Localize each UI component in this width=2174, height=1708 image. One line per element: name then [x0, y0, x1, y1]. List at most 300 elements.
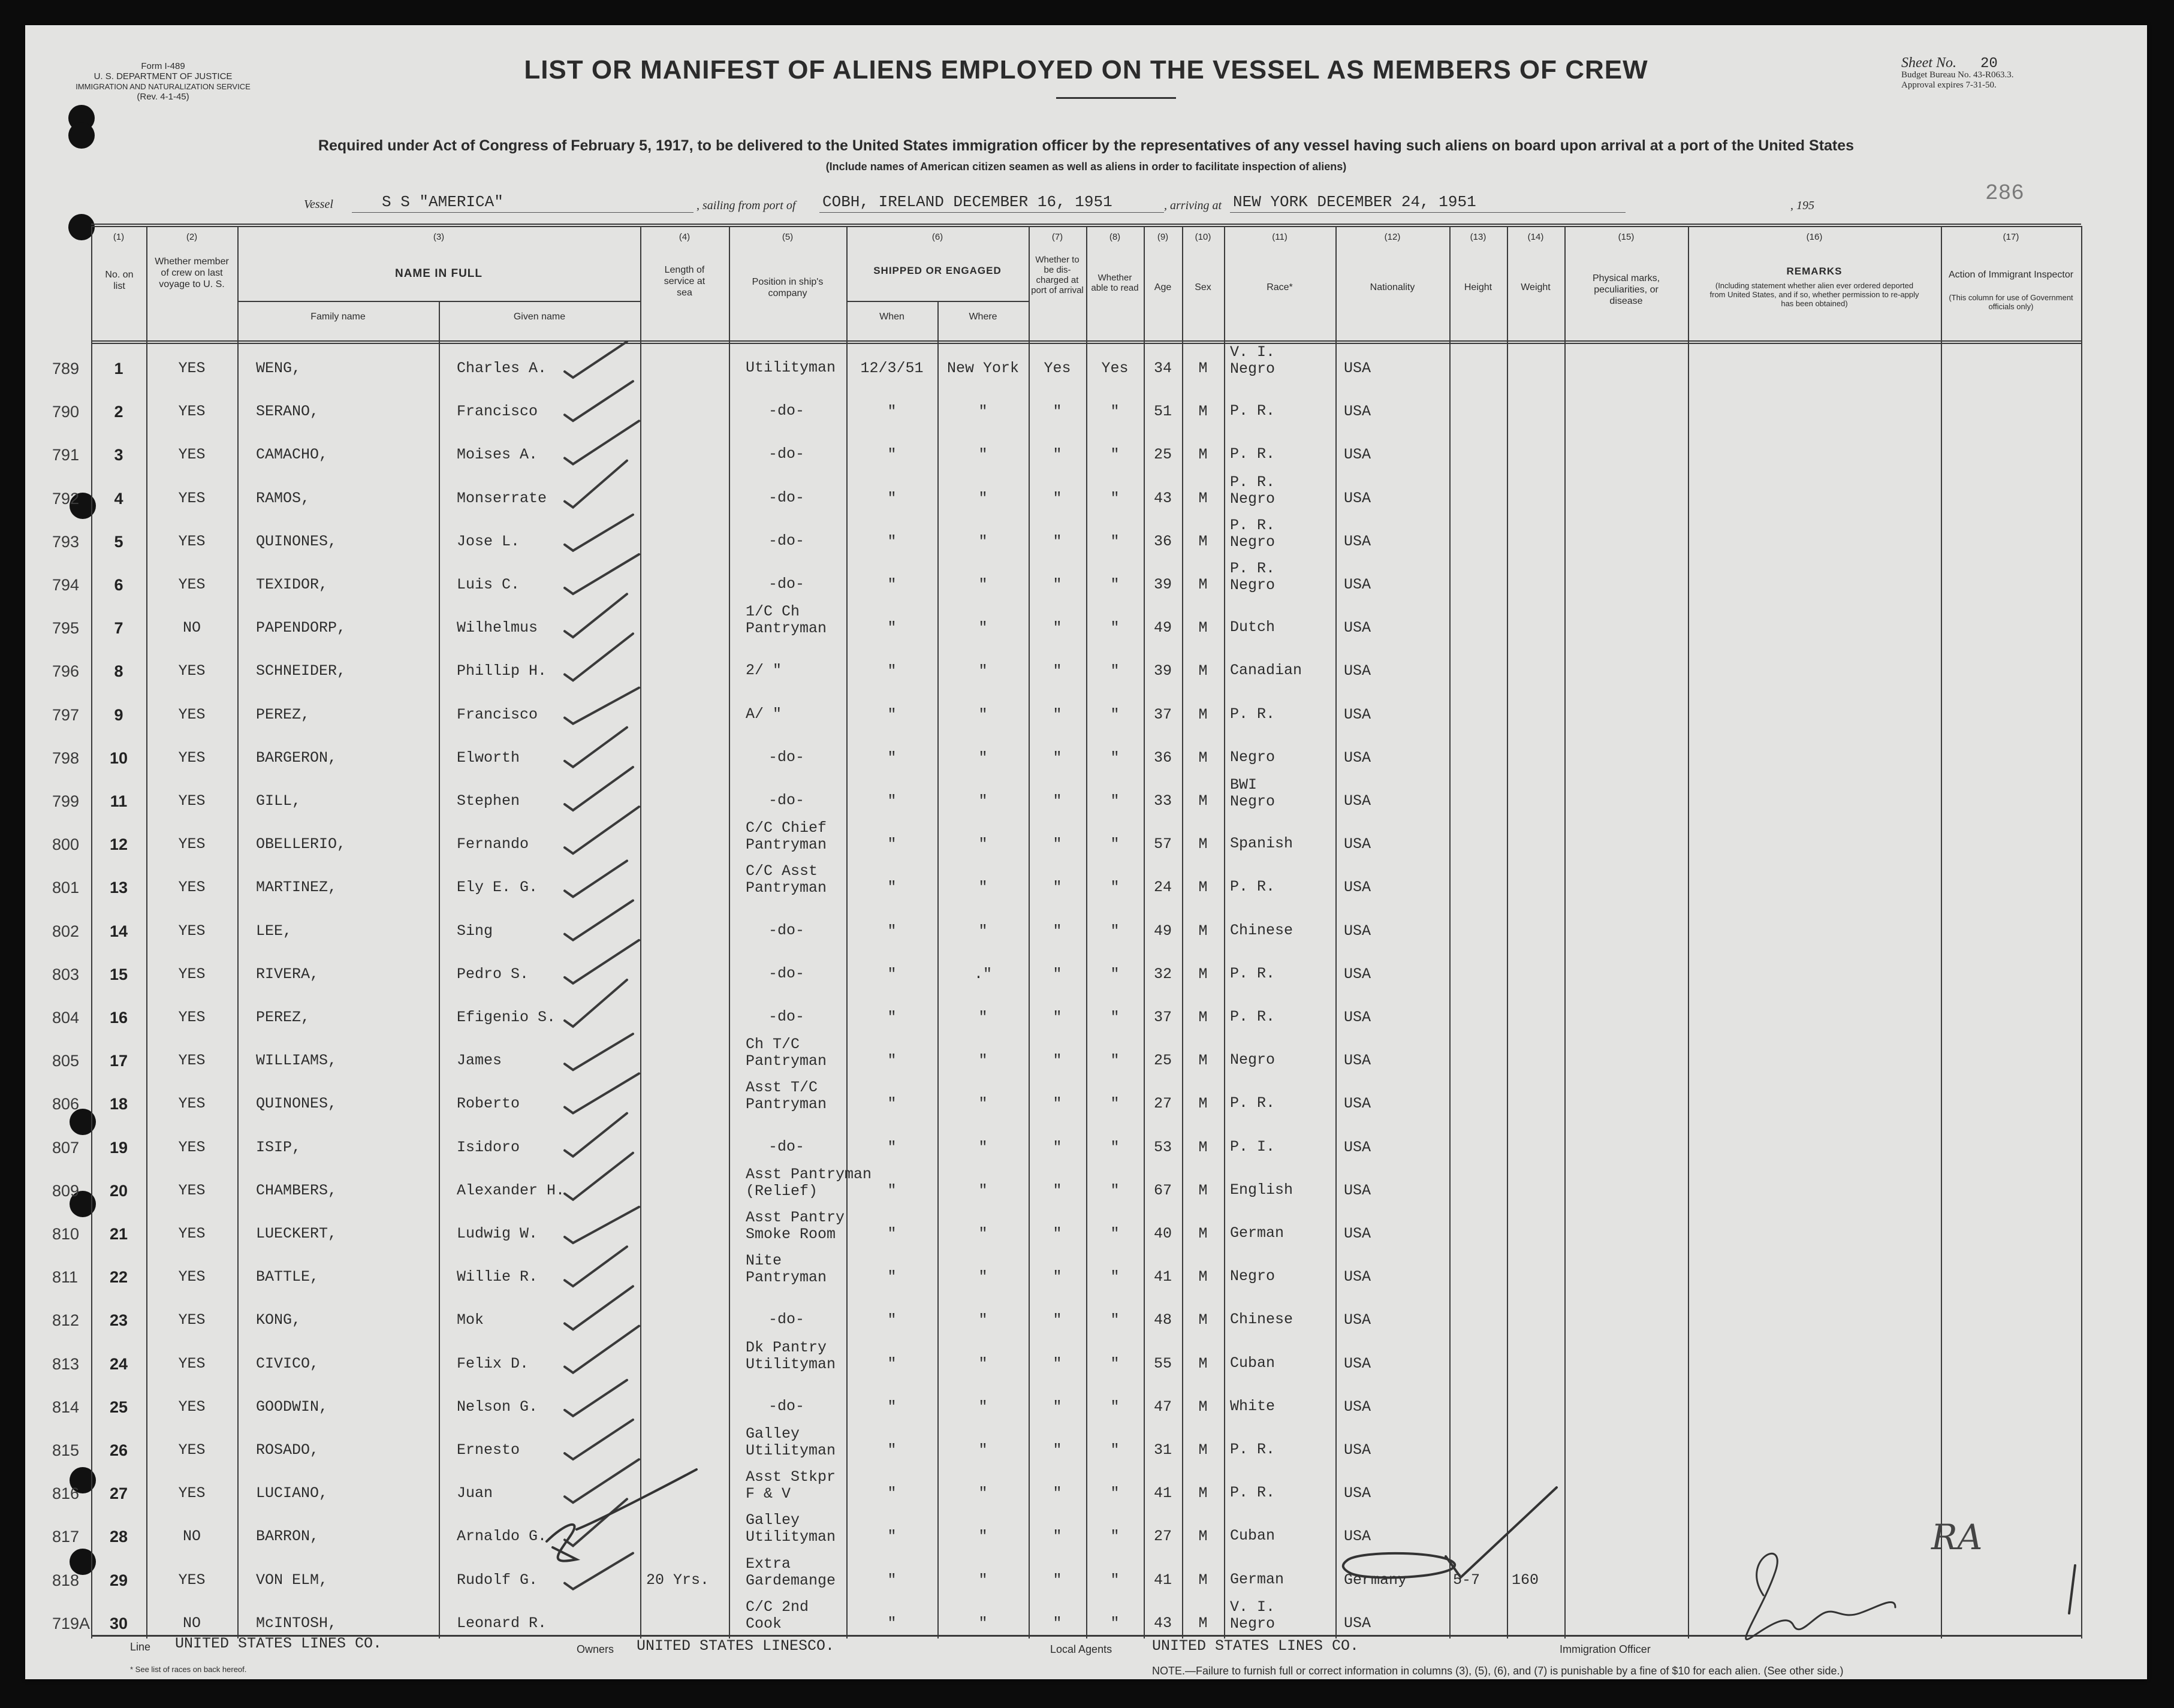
discharged: "	[1053, 835, 1062, 853]
discharged: "	[1053, 532, 1062, 550]
old-line-number: 812	[52, 1311, 80, 1330]
family-name: QUINONES,	[256, 532, 337, 550]
position: -do-	[768, 1008, 805, 1025]
check-mark	[565, 1153, 633, 1200]
nationality: USA	[1344, 1484, 1371, 1502]
shipped-where: "	[978, 1181, 988, 1199]
given-name-header: Given name	[513, 312, 566, 322]
old-line-number: 805	[52, 1052, 80, 1070]
shipped-when: "	[887, 403, 897, 421]
old-line-number: 809	[52, 1181, 80, 1200]
given-name: Juan	[457, 1484, 493, 1502]
shipped-when: "	[887, 446, 897, 464]
age: 47	[1153, 1398, 1172, 1416]
col13-header: Height	[1464, 282, 1492, 292]
shipped-where: "	[978, 879, 988, 897]
shipped-when: "	[887, 835, 897, 853]
crew-last-voyage: NO	[182, 1614, 201, 1632]
sailing-from: COBH, IRELAND DECEMBER 16, 1951	[822, 193, 1112, 211]
given-name: Luis C.	[457, 576, 520, 593]
service: IMMIGRATION AND NATURALIZATION SERVICE	[76, 82, 251, 91]
race-line2: Negro	[1230, 577, 1276, 594]
right-margin-mark	[2069, 1565, 2075, 1613]
shipped-where: "	[978, 1311, 988, 1329]
shipped-where: "	[978, 576, 988, 593]
old-line-number: 807	[52, 1138, 80, 1157]
position-line2: Pantryman	[746, 620, 827, 638]
old-line-number: 802	[52, 922, 80, 940]
race-line1: P. R.	[1230, 516, 1276, 534]
age: 49	[1153, 922, 1172, 940]
shipped-where: "	[978, 489, 988, 507]
discharged: "	[1053, 1268, 1062, 1286]
sex: M	[1198, 489, 1208, 507]
col2-header: Whether member of crew on last voyage to U. S.	[155, 256, 229, 289]
family-name: BARGERON,	[256, 749, 337, 767]
col8-header: Whether able to read	[1091, 273, 1139, 293]
shipped-when: "	[887, 792, 897, 810]
check-mark	[565, 1286, 633, 1329]
sex: M	[1198, 879, 1208, 897]
crew-last-voyage: YES	[178, 489, 206, 507]
sex: M	[1198, 1052, 1208, 1070]
race: P. R.	[1230, 705, 1276, 723]
nationality: USA	[1344, 749, 1371, 767]
footer-agents-label: Local Agents	[1050, 1643, 1112, 1655]
age: 53	[1153, 1138, 1172, 1156]
age: 41	[1153, 1484, 1172, 1502]
family-name: LUECKERT,	[256, 1225, 337, 1242]
discharged: "	[1053, 576, 1062, 593]
nationality: USA	[1344, 1398, 1371, 1416]
revision: (Rev. 4-1-45)	[137, 92, 189, 102]
able-to-read: "	[1110, 1311, 1120, 1329]
family-name: MARTINEZ,	[256, 879, 337, 897]
age: 24	[1153, 879, 1172, 897]
family-name: PAPENDORP,	[256, 619, 346, 637]
row-number: 22	[109, 1268, 128, 1287]
given-name: Fernando	[457, 835, 529, 853]
discharged: "	[1053, 1052, 1062, 1070]
row-number: 4	[114, 489, 123, 508]
position-line1: Asst Pantryman	[746, 1165, 872, 1183]
shipped-when: "	[887, 1009, 897, 1026]
race: Chinese	[1230, 921, 1293, 939]
crew-last-voyage: YES	[178, 1398, 206, 1416]
year-label: , 195	[1790, 199, 1814, 212]
check-mark	[565, 461, 627, 508]
crew-last-voyage: YES	[178, 1138, 206, 1156]
penalty-note: NOTE.—Failure to furnish full or correct information in columns (3), (5), (6), and (7) is punishable by a fine of $10 for each alien. (See other side.)	[1152, 1665, 1844, 1677]
old-line-number: 817	[52, 1528, 80, 1546]
old-line-number: 803	[52, 965, 80, 983]
sex: M	[1198, 792, 1208, 810]
old-line-number: 792	[52, 489, 80, 508]
check-mark	[565, 1247, 627, 1286]
age: 25	[1153, 446, 1172, 464]
position-line2: Pantryman	[746, 879, 827, 897]
check-mark	[565, 381, 633, 421]
col13-number: (13)	[1470, 232, 1486, 242]
nationality: USA	[1344, 1354, 1371, 1372]
nationality: USA	[1344, 1441, 1371, 1459]
shipped-when: "	[887, 1225, 897, 1242]
footer-line-value: UNITED STATES LINES CO.	[175, 1635, 382, 1652]
shipped-where: "	[978, 1225, 988, 1242]
check-mark	[565, 1380, 627, 1416]
race: Negro	[1230, 748, 1276, 766]
shipped-when: "	[887, 965, 897, 983]
old-line-number: 799	[52, 792, 80, 810]
nationality: USA	[1344, 360, 1371, 377]
age: 27	[1153, 1095, 1172, 1113]
old-line-number: 790	[52, 403, 80, 421]
discharged: "	[1053, 1614, 1062, 1632]
germany-circle	[1343, 1553, 1455, 1578]
nationality: USA	[1344, 879, 1371, 897]
shipped-where: "	[978, 1484, 988, 1502]
include-note: (Include names of American citizen seamen as well as aliens in order to facilitate inspection of aliens)	[825, 161, 1347, 173]
family-name: McINTOSH,	[256, 1614, 337, 1632]
given-name: Mok	[457, 1311, 484, 1329]
position-line2: Pantryman	[746, 1096, 827, 1113]
age: 40	[1153, 1225, 1172, 1242]
check-mark	[565, 1326, 639, 1373]
age: 48	[1153, 1311, 1172, 1329]
able-to-read: "	[1110, 792, 1120, 810]
race: Dutch	[1230, 618, 1276, 636]
position: -do-	[768, 921, 805, 939]
position: -do-	[768, 964, 805, 982]
approval-expiry: Approval expires 7-31-50.	[1901, 80, 1997, 90]
crew-last-voyage: YES	[178, 532, 206, 550]
given-name: Sing	[457, 922, 493, 940]
nationality: USA	[1344, 1311, 1371, 1329]
given-name: Nelson G.	[457, 1398, 538, 1416]
old-line-number: 791	[52, 446, 80, 464]
check-mark	[565, 728, 627, 767]
shipped-when: "	[887, 1052, 897, 1070]
check-mark	[565, 807, 639, 853]
check-mark	[565, 1207, 639, 1243]
crew-last-voyage: YES	[178, 792, 206, 810]
sex: M	[1198, 1181, 1208, 1199]
old-line-number: 806	[52, 1095, 80, 1113]
sex: M	[1198, 1484, 1208, 1502]
vessel-name: S S "AMERICA"	[382, 193, 503, 211]
able-to-read: "	[1110, 662, 1120, 680]
check-mark	[565, 554, 639, 594]
col3-number: (3)	[433, 232, 445, 242]
sex: M	[1198, 1095, 1208, 1113]
shipped-when: "	[887, 619, 897, 637]
check-mark	[565, 767, 633, 810]
handwritten-marks	[25, 25, 2147, 1679]
able-to-read: "	[1110, 1484, 1120, 1502]
discharged: Yes	[1044, 360, 1071, 377]
race: P. R.	[1230, 445, 1276, 463]
given-name: Rudolf G.	[457, 1571, 538, 1589]
nationality: USA	[1344, 835, 1371, 853]
shipped-where: "	[978, 446, 988, 464]
position-line1: Dk Pantry	[746, 1338, 827, 1356]
able-to-read: "	[1110, 1095, 1120, 1113]
check-mark	[565, 1073, 639, 1113]
able-to-read: "	[1110, 446, 1120, 464]
col16-header: REMARKS	[1786, 265, 1843, 277]
sex: M	[1198, 1441, 1208, 1459]
row-number: 7	[114, 619, 123, 638]
sex: M	[1198, 1398, 1208, 1416]
race: Spanish	[1230, 835, 1293, 853]
shipped-when: "	[887, 749, 897, 767]
position-line1: Ch T/C	[746, 1036, 800, 1054]
col4-header: Length of service at sea	[664, 265, 705, 298]
family-name-header: Family name	[310, 312, 366, 322]
crew-last-voyage: YES	[178, 1009, 206, 1026]
sheet-number: 20	[1980, 56, 1998, 72]
given-name: Ely E. G.	[457, 879, 538, 897]
position: 2/ "	[746, 662, 782, 680]
position-line2: Cook	[746, 1615, 782, 1632]
discharged: "	[1053, 792, 1062, 810]
family-name: RAMOS,	[256, 489, 310, 507]
check-mark	[565, 861, 627, 897]
family-name: GILL,	[256, 792, 301, 810]
shipped-where: "	[978, 705, 988, 723]
sex: M	[1198, 1528, 1208, 1546]
row-number: 27	[109, 1484, 128, 1503]
position-line1: Nite	[746, 1252, 782, 1270]
race-line1: V. I.	[1230, 1598, 1276, 1616]
shipped-where: "	[978, 403, 988, 421]
able-to-read: "	[1110, 576, 1120, 593]
shipped-when: "	[887, 1571, 897, 1589]
row-number: 28	[109, 1528, 128, 1546]
arriving-at: NEW YORK DECEMBER 24, 1951	[1233, 193, 1476, 211]
col17-number: (17)	[2003, 232, 2019, 242]
family-name: OBELLERIO,	[256, 835, 346, 853]
age: 49	[1153, 619, 1172, 637]
old-line-number: 818	[52, 1571, 80, 1589]
race-line2: Negro	[1230, 793, 1276, 810]
position-line1: C/C 2nd	[746, 1598, 809, 1616]
crew-last-voyage: YES	[178, 1354, 206, 1372]
col10-header: Sex	[1195, 282, 1211, 292]
sex: M	[1198, 1354, 1208, 1372]
discharged: "	[1053, 1484, 1062, 1502]
shipped-where: "	[978, 835, 988, 853]
age: 39	[1153, 576, 1172, 593]
given-name: Ernesto	[457, 1441, 520, 1459]
position: -do-	[768, 575, 805, 593]
given-name: Felix D.	[457, 1354, 529, 1372]
sex: M	[1198, 532, 1208, 550]
old-line-number: 798	[52, 749, 80, 767]
sex: M	[1198, 662, 1208, 680]
given-name: Francisco	[457, 705, 538, 723]
sex: M	[1198, 922, 1208, 940]
family-name: CAMACHO,	[256, 446, 328, 464]
shipped-when: "	[887, 1528, 897, 1546]
crew-last-voyage: YES	[178, 1052, 206, 1070]
position: -do-	[768, 1311, 805, 1329]
shipped-where: ."	[973, 965, 992, 983]
row-number: 20	[109, 1181, 128, 1200]
crew-last-voyage: NO	[182, 619, 201, 637]
race-line2: Negro	[1230, 533, 1276, 551]
shipped-when: "	[887, 662, 897, 680]
able-to-read: "	[1110, 1181, 1120, 1199]
footer-line-label: Line	[130, 1641, 151, 1653]
able-to-read: "	[1110, 922, 1120, 940]
race: German	[1230, 1224, 1285, 1242]
crew-last-voyage: YES	[178, 576, 206, 593]
family-name: SERANO,	[256, 403, 319, 421]
nationality: USA	[1344, 1614, 1371, 1632]
sex: M	[1198, 403, 1208, 421]
crew-last-voyage: YES	[178, 1441, 206, 1459]
able-to-read: "	[1110, 1138, 1120, 1156]
footer-owners-label: Owners	[577, 1643, 614, 1655]
nationality: USA	[1344, 705, 1371, 723]
old-line-number: 794	[52, 576, 80, 594]
discharged: "	[1053, 619, 1062, 637]
shipped-when: "	[887, 576, 897, 593]
nationality: USA	[1344, 576, 1371, 593]
age: 55	[1153, 1354, 1172, 1372]
discharged: "	[1053, 662, 1062, 680]
row-number: 10	[109, 749, 128, 767]
sex: M	[1198, 1268, 1208, 1286]
family-name: KONG,	[256, 1311, 301, 1329]
discharged: "	[1053, 879, 1062, 897]
col9-number: (9)	[1157, 232, 1169, 242]
discharged: "	[1053, 1441, 1062, 1459]
check-mark	[565, 594, 627, 637]
crew-last-voyage: YES	[178, 835, 206, 853]
position: -do-	[768, 1397, 805, 1415]
crew-last-voyage: YES	[178, 662, 206, 680]
crew-last-voyage: YES	[178, 1571, 206, 1589]
footer-owners-value: UNITED STATES LINESCO.	[637, 1637, 835, 1655]
race-line1: BWI	[1230, 776, 1258, 793]
discharged: "	[1053, 705, 1062, 723]
able-to-read: "	[1110, 1398, 1120, 1416]
family-name: WILLIAMS,	[256, 1052, 337, 1070]
shipped-when: "	[887, 532, 897, 550]
check-mark	[565, 901, 633, 940]
able-to-read: "	[1110, 1614, 1120, 1632]
able-to-read: "	[1110, 749, 1120, 767]
age: 31	[1153, 1441, 1172, 1459]
check-mark	[565, 1113, 627, 1157]
col11-number: (11)	[1272, 232, 1287, 242]
family-name: BARRON,	[256, 1528, 319, 1546]
family-name: ISIP,	[256, 1138, 301, 1156]
age: 34	[1153, 360, 1172, 377]
shipped-where: "	[978, 1354, 988, 1372]
age: 57	[1153, 835, 1172, 853]
given-name: Isidoro	[457, 1138, 520, 1156]
col17-subheader: (This column for use of Government officials only)	[1949, 293, 2073, 311]
age: 25	[1153, 1052, 1172, 1070]
discharged: "	[1053, 922, 1062, 940]
family-name: CHAMBERS,	[256, 1181, 337, 1199]
check-mark	[565, 1420, 633, 1459]
row-number: 1	[114, 360, 123, 378]
family-name: CIVICO,	[256, 1354, 319, 1372]
shipped-where: "	[978, 1441, 988, 1459]
row-number: 11	[110, 792, 128, 810]
row-number: 24	[109, 1354, 128, 1373]
col6-header: SHIPPED OR ENGAGED	[873, 265, 1002, 276]
family-name: TEXIDOR,	[256, 576, 328, 593]
given-name: Alexander H.	[457, 1181, 565, 1199]
col14-number: (14)	[1527, 232, 1544, 242]
shipped-when: "	[887, 1311, 897, 1329]
family-name: SCHNEIDER,	[256, 662, 346, 680]
old-line-number: 814	[52, 1398, 80, 1416]
discharged: "	[1053, 403, 1062, 421]
footer-agents-value: UNITED STATES LINES CO.	[1152, 1637, 1359, 1655]
position: -do-	[768, 792, 805, 809]
old-line-number: 800	[52, 835, 80, 854]
given-name: Wilhelmus	[457, 619, 538, 637]
age: 36	[1153, 532, 1172, 550]
old-line-number: 795	[52, 619, 80, 638]
col16-subheader: (Including statement whether alien ever ordered deported from United States, and if so, whether permission to re-apply has been obtained)	[1709, 281, 1919, 308]
position-line2: Pantryman	[746, 1269, 827, 1287]
nationality: USA	[1344, 1095, 1371, 1113]
shipped-where: "	[978, 1052, 988, 1070]
able-to-read: "	[1110, 532, 1120, 550]
family-name: LUCIANO,	[256, 1484, 328, 1502]
sex: M	[1198, 965, 1208, 983]
able-to-read: "	[1110, 1441, 1120, 1459]
col9-header: Age	[1154, 282, 1172, 292]
crew-last-voyage: YES	[178, 403, 206, 421]
discharged: "	[1053, 489, 1062, 507]
family-name: WENG,	[256, 360, 301, 377]
able-to-read: "	[1110, 1268, 1120, 1286]
race-line2: Negro	[1230, 360, 1276, 378]
age: 33	[1153, 792, 1172, 810]
race: White	[1230, 1397, 1276, 1415]
given-name: Leonard R.	[457, 1614, 547, 1632]
col7-header: Whether to be dis-charged at port of arrival	[1031, 255, 1084, 295]
crew-last-voyage: YES	[178, 965, 206, 983]
position-line1: Galley	[746, 1511, 800, 1529]
col12-header: Nationality	[1370, 282, 1415, 292]
shipped-where: "	[978, 1571, 988, 1589]
shipped-when: "	[887, 879, 897, 897]
nationality: USA	[1344, 1138, 1371, 1156]
old-line-number: 813	[52, 1354, 80, 1373]
crew-last-voyage: YES	[178, 879, 206, 897]
position-line1: Asst T/C	[746, 1079, 818, 1097]
able-to-read: "	[1110, 1571, 1120, 1589]
row-number: 15	[109, 965, 128, 983]
family-name: VON ELM,	[256, 1571, 328, 1589]
shipped-when: "	[887, 1484, 897, 1502]
position: -do-	[768, 402, 805, 420]
race: P. R.	[1230, 1094, 1276, 1112]
check-marks	[565, 342, 639, 1589]
able-to-read: "	[1110, 489, 1120, 507]
age: 41	[1153, 1571, 1172, 1589]
nationality: USA	[1344, 489, 1371, 507]
